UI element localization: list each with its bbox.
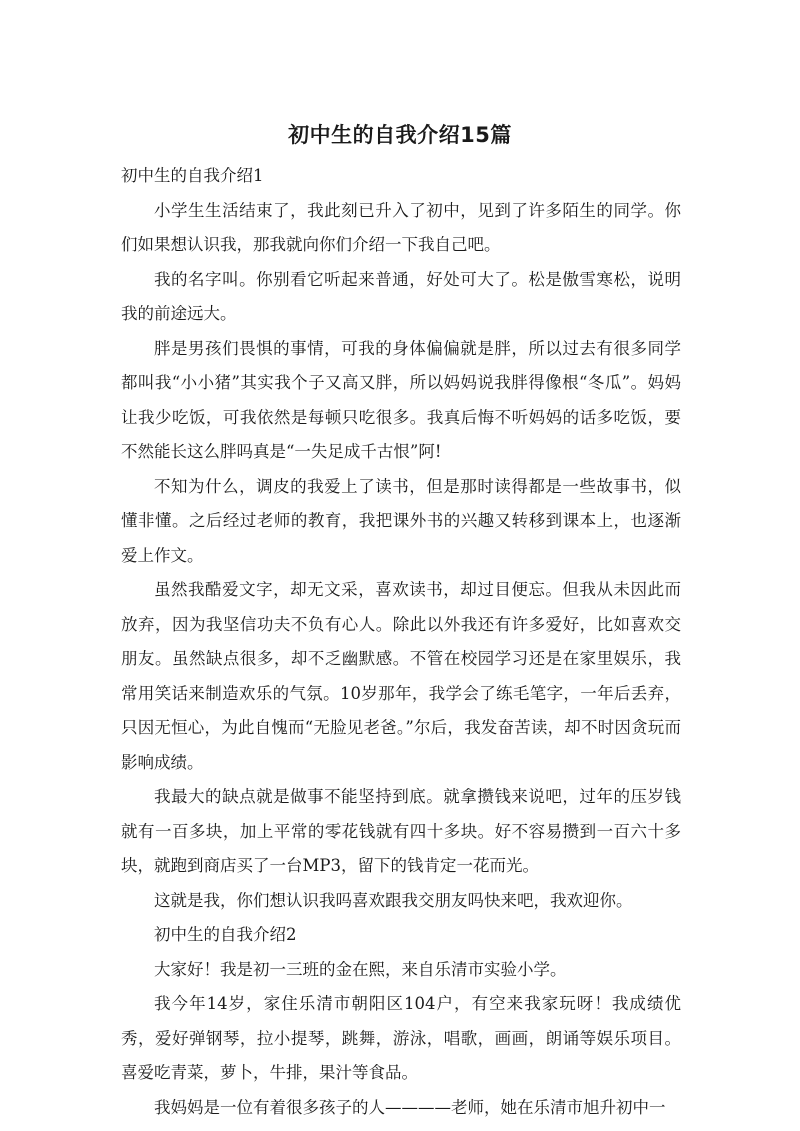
paragraph: 我最大的缺点就是做事不能坚持到底。就拿攒钱来说吧，过年的压岁钱就有一百多块，加上平常的零花钱就有四十多块。好不容易攒到一百六十多块，就跑到商店买了一台MP3，留下的钱肯定一花而光。: [121, 787, 681, 875]
section-heading-2: 初中生的自我介绍2: [154, 925, 297, 944]
section-heading-1: 初中生的自我介绍1: [121, 166, 264, 185]
document-title: 初中生的自我介绍15篇: [288, 123, 512, 147]
paragraph: 大家好！我是初一三班的金在熙，来自乐清市实验小学。: [154, 959, 567, 979]
paragraph: 虽然我酷爱文字，却无文采，喜欢读书，却过目便忘。但我从未因此而放弃，因为我坚信功夫不负有心人。除此以外我还有许多爱好，比如喜欢交朋友。虽然缺点很多，却不乏幽默感。不管在校园学习还是在家里娱乐，我常用笑话来制造欢乐的气氛。10岁那年，我学会了练毛笔字，一年后丢弃，只因无恒心，为此自愧而“无脸见老爸。”尔后，我发奋苦读，却不时因贪玩而影响成绩。: [121, 580, 681, 772]
paragraph: 这就是我，你们想认识我吗喜欢跟我交朋友吗快来吧，我欢迎你。: [154, 890, 633, 910]
document-body: [121, 159, 681, 1125]
paragraph: 不知为什么，调皮的我爱上了读书，但是那时读得都是一些故事书，似懂非懂。之后经过老师的教育，我把课外书的兴趣又转移到课本上，也逐渐爱上作文。: [121, 476, 681, 565]
paragraph: 我的名字叫。你别看它听起来普通，好处可大了。松是傲雪寒松，说明我的前途远大。: [121, 269, 681, 323]
paragraph: 胖是男孩们畏惧的事情，可我的身体偏偏就是胖，所以过去有很多同学都叫我“小小猪”其实我个子又高又胖，所以妈妈说我胖得像根“冬瓜”。妈妈让我少吃饭，可我依然是每顿只吃很多。我真后悔不听妈妈的话多吃饭，要不然能长这么胖吗真是“一失足成千古恨”阿!: [121, 338, 681, 461]
paragraph: 我妈妈是一位有着很多孩子的人————老师，她在乐清市旭升初中一: [154, 1097, 666, 1117]
paragraph: 我今年14岁，家住乐清市朝阳区104户，有空来我家玩呀！我成绩优秀，爱好弹钢琴，拉小提琴，跳舞，游泳，唱歌，画画，朗诵等娱乐项目。喜爱吃青菜，萝卜，牛排，果汁等食品。: [121, 994, 681, 1082]
paragraph: 小学生生活结束了，我此刻已升入了初中，见到了许多陌生的同学。你们如果想认识我，那我就向你们介绍一下我自己吧。: [121, 200, 681, 254]
